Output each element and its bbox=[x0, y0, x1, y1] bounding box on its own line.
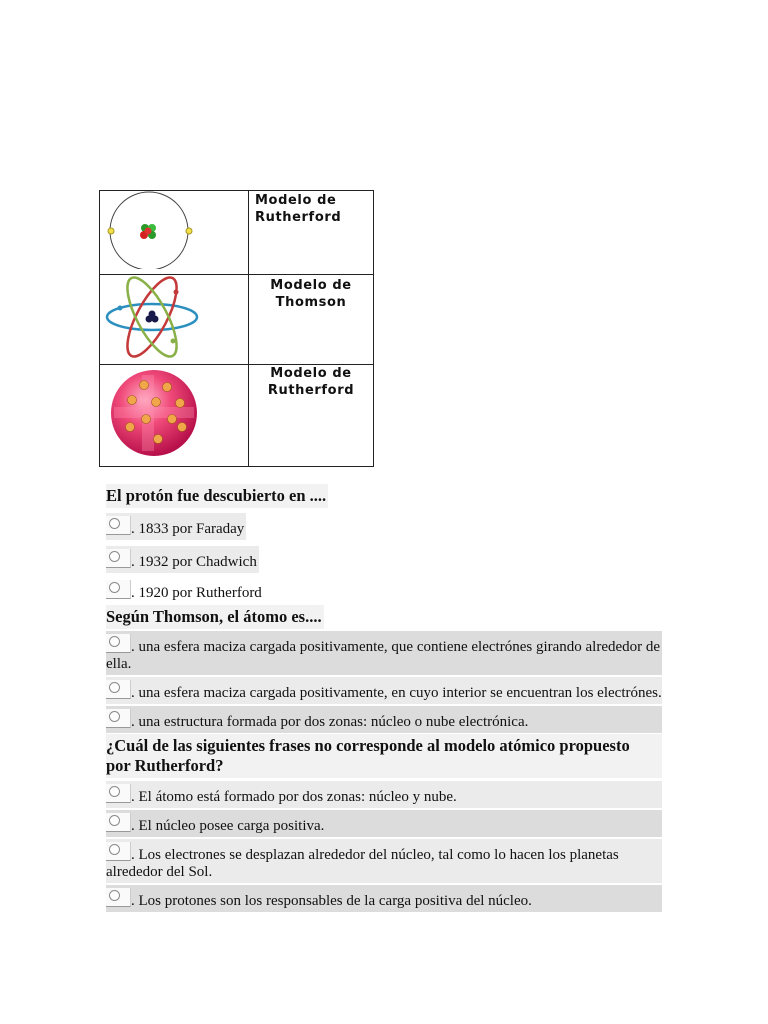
model-image-cell bbox=[100, 365, 249, 467]
option-text: . una esfera maciza cargada positivamente, en cuyo interior se encuentran los electrónes. bbox=[131, 685, 662, 701]
model-label-line1: Modelo de bbox=[270, 366, 352, 381]
radio-button[interactable] bbox=[106, 888, 131, 907]
option-text: . 1932 por Chadwich bbox=[131, 554, 257, 570]
model-row-2 bbox=[100, 275, 374, 365]
option-text: . Los protones son los responsables de la carga positiva del núcleo. bbox=[131, 893, 532, 909]
radio-button[interactable] bbox=[106, 549, 131, 568]
model-row-3 bbox=[100, 365, 374, 467]
radio-button[interactable] bbox=[106, 680, 131, 699]
quiz-section bbox=[106, 484, 662, 912]
option-text: . una estructura formada por dos zonas: núcleo o nube electrónica. bbox=[131, 714, 529, 730]
option-text: . El núcleo posee carga positiva. bbox=[131, 818, 325, 834]
option-text: . una esfera maciza cargada positivamente, que contiene electrónes girando alrededor de ella. bbox=[106, 639, 661, 672]
model-label-cell bbox=[249, 191, 374, 275]
option[interactable] bbox=[106, 885, 662, 912]
model-label-line2: Rutherford bbox=[255, 210, 342, 225]
model-label-line2: Rutherford bbox=[267, 383, 355, 398]
radio-button[interactable] bbox=[106, 634, 131, 653]
radio-button[interactable] bbox=[106, 784, 131, 803]
model-row-1 bbox=[100, 191, 374, 275]
atomic-models-table bbox=[99, 190, 374, 467]
model-label-line1: Modelo de bbox=[270, 278, 352, 293]
model-label-cell bbox=[249, 365, 374, 467]
model-label-line1: Modelo de bbox=[255, 193, 337, 208]
option[interactable] bbox=[106, 546, 259, 573]
plum-pudding-sphere-icon bbox=[100, 365, 248, 461]
option[interactable] bbox=[106, 631, 662, 675]
model-image-cell bbox=[100, 191, 249, 275]
option-text: . 1833 por Faraday bbox=[131, 521, 245, 537]
option[interactable] bbox=[106, 677, 662, 704]
model-label-cell bbox=[249, 275, 374, 365]
orbit-atom-icon bbox=[100, 191, 248, 269]
option-text: . Los electrones se desplazan alrededor del núcleo, tal como lo hacen los planetas alrededor del Sol. bbox=[106, 847, 619, 880]
option[interactable] bbox=[106, 706, 662, 733]
option[interactable] bbox=[106, 781, 662, 808]
model-image-cell bbox=[100, 275, 249, 365]
radio-button[interactable] bbox=[106, 813, 131, 832]
radio-button[interactable] bbox=[106, 580, 131, 599]
radio-button[interactable] bbox=[106, 842, 131, 861]
model-label-line2: Thomson bbox=[275, 295, 347, 310]
option-text: . El átomo está formado por dos zonas: núcleo y nube. bbox=[131, 789, 457, 805]
question-1: El protón fue descubierto en .... bbox=[106, 484, 328, 508]
radio-button[interactable] bbox=[106, 516, 131, 535]
question-2: Según Thomson, el átomo es.... bbox=[106, 605, 324, 629]
option[interactable] bbox=[106, 839, 662, 883]
option-text: . 1920 por Rutherford bbox=[131, 585, 262, 601]
option[interactable] bbox=[106, 577, 264, 604]
electron-orbits-icon bbox=[100, 275, 248, 359]
option[interactable] bbox=[106, 513, 246, 540]
question-3: ¿Cuál de las siguientes frases no corresponde al modelo atómico propuesto por Rutherford? bbox=[106, 734, 662, 778]
option[interactable] bbox=[106, 810, 662, 837]
radio-button[interactable] bbox=[106, 709, 131, 728]
